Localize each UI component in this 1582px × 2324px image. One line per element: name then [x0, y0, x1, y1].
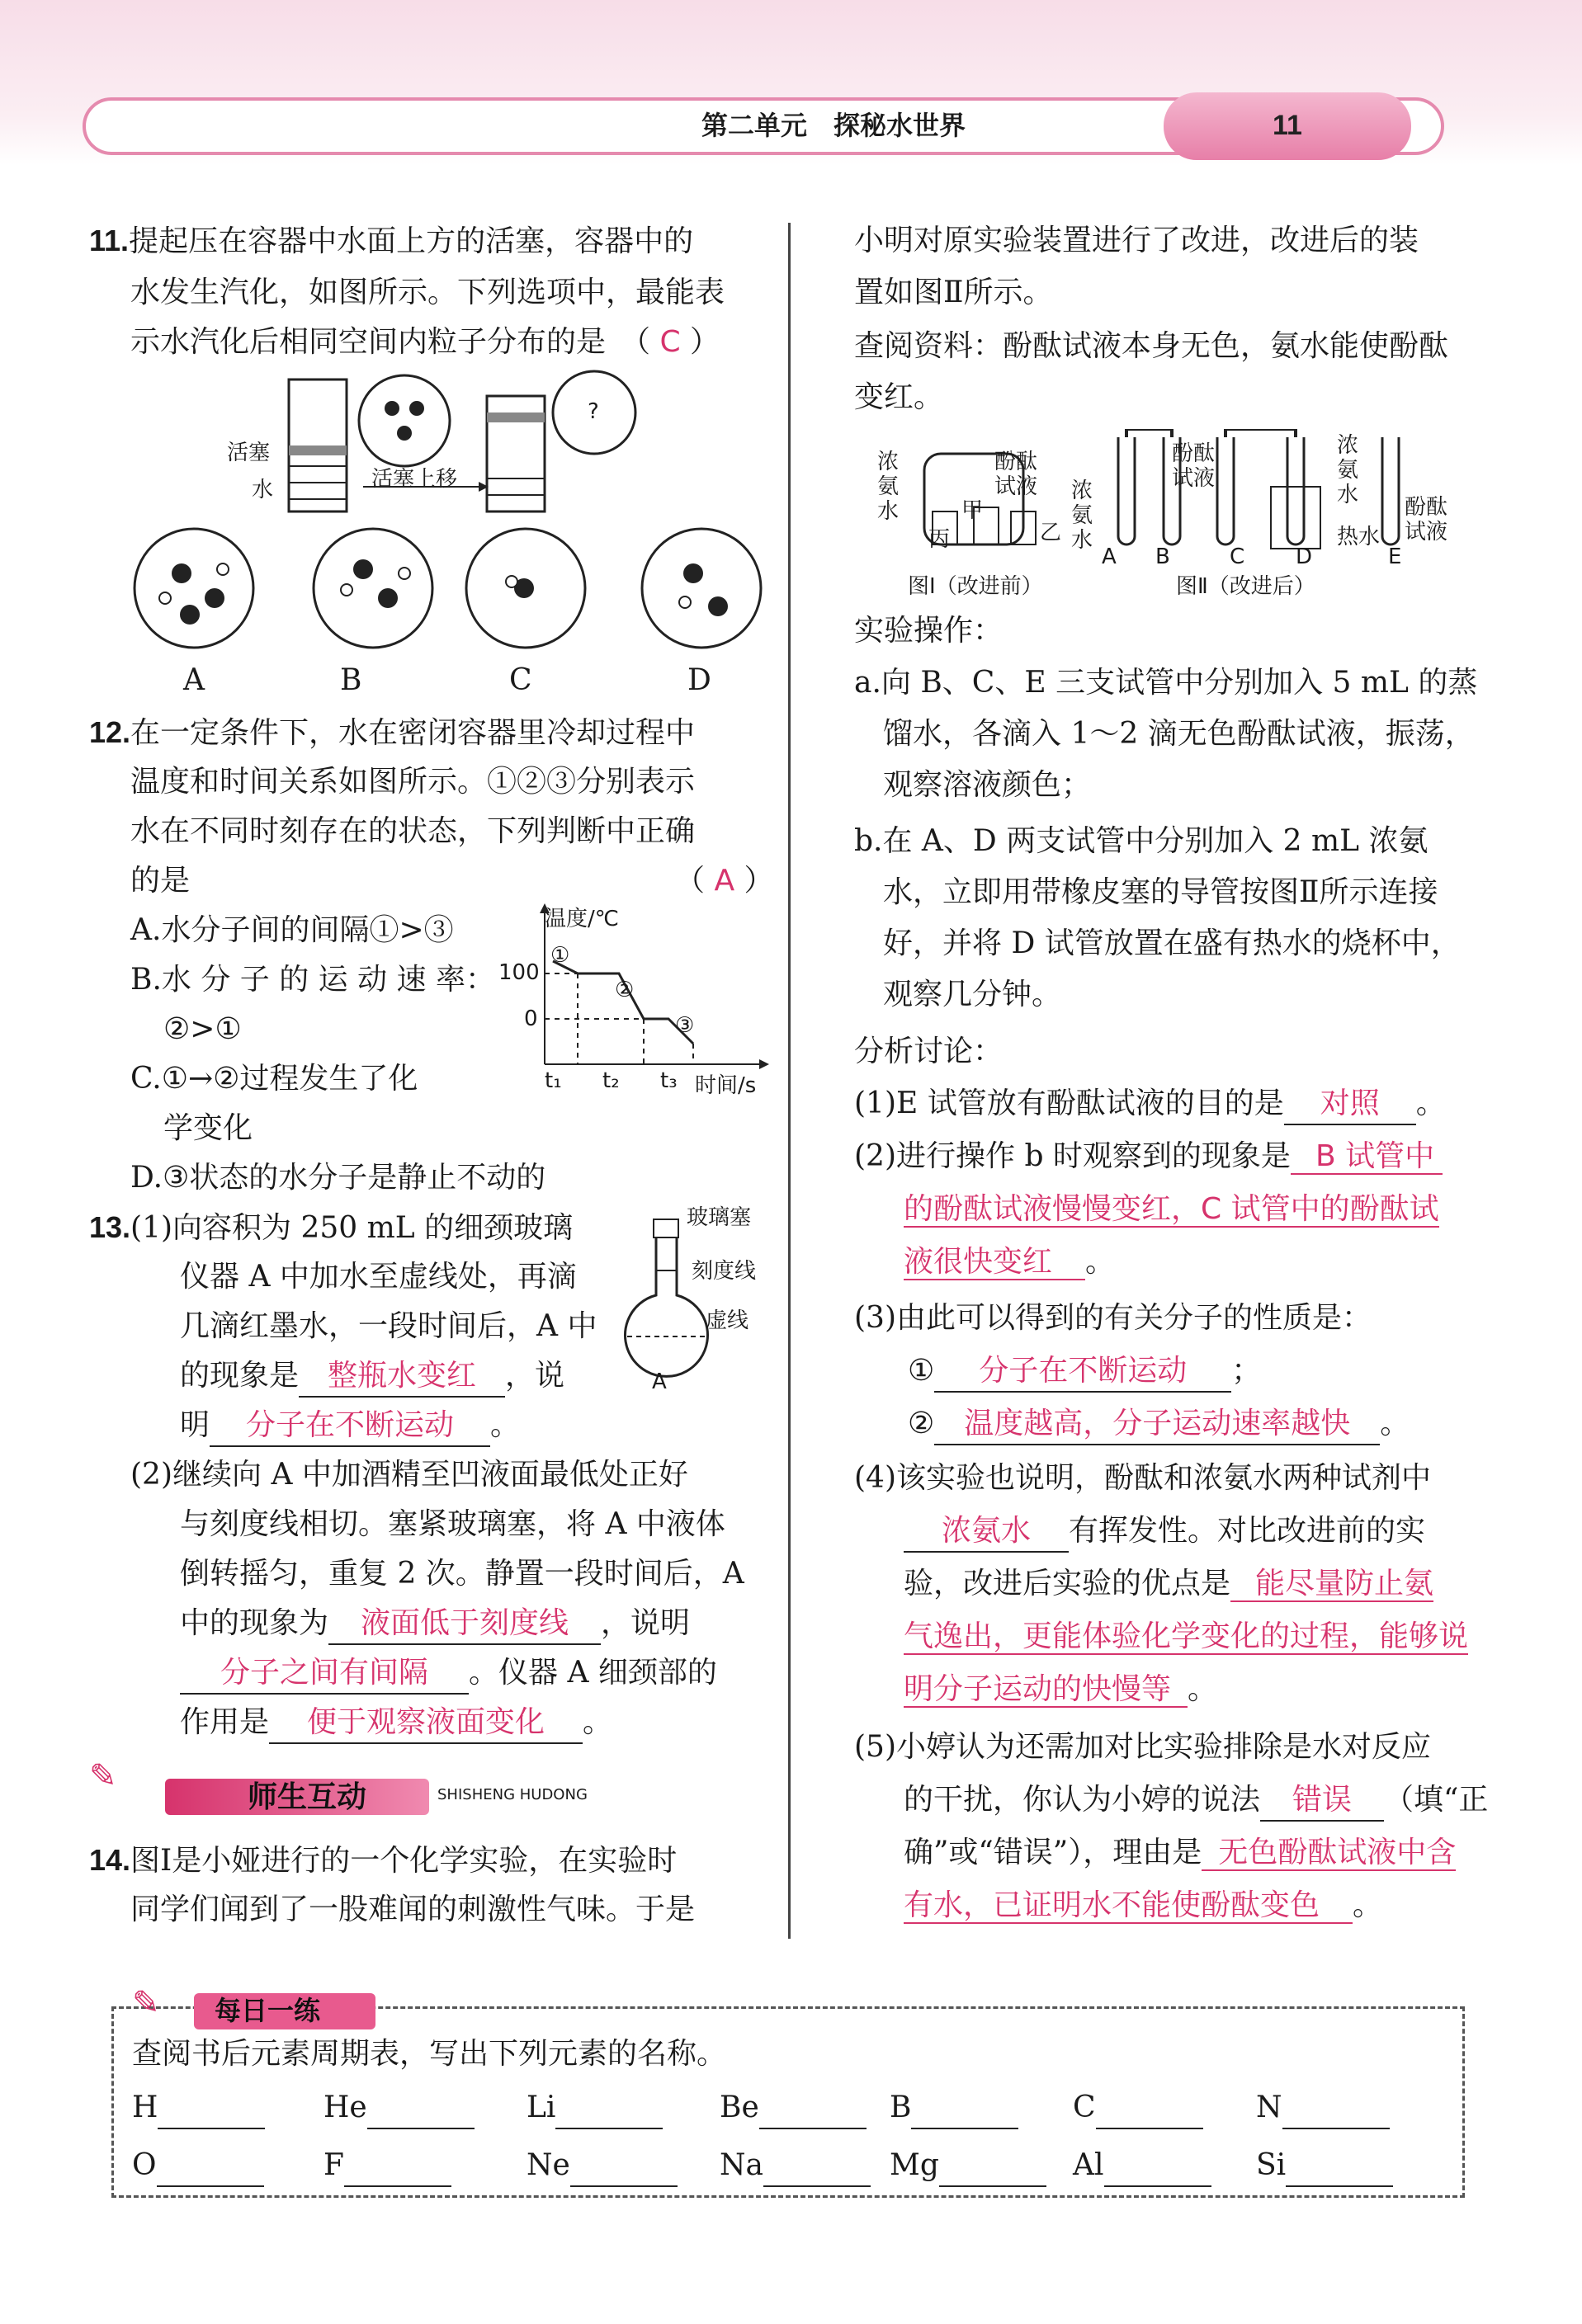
element-blank[interactable]	[1104, 2146, 1211, 2187]
element-ne: Ne	[527, 2141, 678, 2190]
q14-r1: 小明对原实验装置进行了改进，改进后的装	[854, 224, 1419, 257]
element-blank[interactable]	[158, 2088, 265, 2129]
q12-line1: 12.在一定条件下，水在密闭容器里冷却过程中	[89, 715, 696, 750]
q12-option-b2: ②>①	[163, 1012, 242, 1046]
q14-s2-answer1: B 试管中	[1291, 1139, 1443, 1175]
q13-line3: 几滴红墨水，一段时间后，A 中	[180, 1309, 597, 1343]
q14-r4: 变红。	[854, 380, 944, 414]
q13-line2: 仪器 A 中加水至虚线处，再滴	[180, 1260, 577, 1294]
fig2-nh3-a: 浓氨水	[1071, 478, 1093, 553]
q14-s4-line2: 浓氨水 有挥发性。对比改进前的实	[904, 1506, 1425, 1556]
q12-line4: 的是	[130, 864, 191, 898]
q12-line3: 水在不同时刻存在的状态，下列判断中正确	[130, 814, 696, 848]
element-f: F	[323, 2141, 451, 2190]
q12-option-c2: 学变化	[163, 1111, 253, 1145]
fig2-hot: 热水	[1337, 525, 1381, 549]
q13-answer3: 液面低于刻度线	[328, 1604, 601, 1645]
q11-option-b: B	[340, 663, 362, 697]
element-n: N	[1256, 2083, 1390, 2133]
element-blank[interactable]	[157, 2146, 264, 2187]
q13-answer4: 分子之间有间隔	[180, 1653, 469, 1695]
q14-a2: 馏水，各滴入 1～2 滴无色酚酞试液，振荡，	[883, 717, 1475, 751]
element-b: B	[890, 2083, 1018, 2133]
q12-option-d: D.③状态的水分子是静止不动的	[130, 1161, 546, 1195]
element-blank[interactable]	[555, 2088, 663, 2129]
q14-s4-answer2a: 能尽量防止氨	[1230, 1567, 1433, 1602]
q14-s4-answer2b: 气逸出，更能体验化学变化的过程，能够说	[904, 1619, 1469, 1653]
fig2-caption: 图Ⅱ（改进后）	[1176, 574, 1315, 599]
q11-line3: 示水汽化后相同空间内粒子分布的是 （ C ）	[130, 325, 720, 359]
q12-chart-point2: ②	[615, 978, 635, 1002]
element-blank[interactable]	[1096, 2088, 1203, 2129]
q11-option-d: D	[687, 663, 711, 697]
q12-chart-y0: 0	[524, 1006, 538, 1031]
q13-fig-label: A	[652, 1369, 667, 1394]
q14-s4-answer2c: 明分子运动的快慢等	[904, 1672, 1188, 1708]
element-o: O	[132, 2141, 264, 2190]
q14-s1: (1)E 试管放有酚酞试液的目的是 对照 。	[854, 1079, 1446, 1129]
q12-chart-y100: 100	[498, 960, 540, 985]
element-mg: Mg	[890, 2141, 1046, 2190]
element-blank[interactable]	[759, 2088, 867, 2129]
q14-op: 实验操作：	[854, 614, 1004, 648]
q14-line1: 14.图Ⅰ是小娅进行的一个化学实验，在实验时	[89, 1843, 678, 1878]
q14-s3-answer2: 温度越高，分子运动速率越快	[934, 1404, 1380, 1445]
element-blank[interactable]	[763, 2146, 871, 2187]
q14-b4: 观察几分钟。	[883, 978, 1062, 1011]
q13-line9: 中的现象为 液面低于刻度线 ，说明	[180, 1599, 690, 1648]
q14-s5-answer2b: 有水，已证明水不能使酚酞变色	[904, 1888, 1353, 1924]
fig1-jia: 甲	[961, 498, 984, 523]
q14-s3-line2: ① 分子在不断运动 ；	[908, 1346, 1261, 1396]
q14-s5-line3: 确”或“错误”），理由是 无色酚酞试液中含	[904, 1836, 1457, 1869]
q14-r3: 查阅资料：酚酞试液本身无色，氨水能使酚酞	[854, 329, 1449, 363]
q14-s4-line4	[904, 1612, 1468, 1662]
element-blank[interactable]	[344, 2146, 451, 2187]
q12-chart-ylabel: 温度/℃	[545, 907, 619, 931]
fig2-C: C	[1230, 544, 1245, 569]
element-blank[interactable]	[939, 2146, 1046, 2187]
element-h: H	[132, 2083, 265, 2133]
element-blank[interactable]	[1282, 2088, 1390, 2129]
q12-chart-point3: ③	[675, 1013, 695, 1038]
q14-b1: b.在 A、D 两支试管中分别加入 2 mL 浓氨	[854, 824, 1429, 858]
q13-line4: 的现象是 整瓶水变红 ，说	[180, 1351, 564, 1401]
q14-s4: (4)该实验也说明，酚酞和浓氨水两种试剂中	[854, 1461, 1431, 1495]
fig1-nh3: 浓氨水	[877, 450, 900, 524]
q13-fig-stopper: 玻璃塞	[687, 1205, 752, 1230]
column-divider	[788, 223, 791, 1939]
pen-icon: ✎	[89, 1757, 117, 1795]
fig2-A: A	[1102, 544, 1117, 569]
q14-s5-answer1: 错误	[1260, 1780, 1384, 1822]
fig1-bing: 丙	[928, 527, 951, 552]
fig1-yi: 乙	[1040, 521, 1062, 545]
q14-s3: (3)由此可以得到的有关分子的性质是：	[854, 1301, 1372, 1335]
q12-option-c1: C.①→②过程发生了化	[130, 1062, 418, 1096]
q11-line1: 11.提起压在容器中水面上方的活塞，容器中的	[89, 224, 694, 258]
q13-answer2: 分子在不断运动	[210, 1406, 490, 1447]
q14-s4-line3: 验，改进后实验的优点是 能尽量防止氨	[904, 1567, 1434, 1600]
daily-title: 每日一练	[215, 1996, 321, 2025]
q14-s4-line5: 明分子运动的快慢等 。	[904, 1672, 1218, 1706]
fig1-caption: 图Ⅰ（改进前）	[908, 574, 1043, 599]
q14-s5-line4: 有水，已证明水不能使酚酞变色 。	[904, 1888, 1383, 1922]
q13-answer1: 整瓶水变红	[299, 1356, 505, 1398]
q14-s3-line3: ② 温度越高，分子运动速率越快 。	[908, 1399, 1410, 1449]
q14-b3: 好，并将 D 试管放置在盛有热水的烧杯中，	[883, 926, 1461, 960]
q12-answer: A	[714, 864, 735, 898]
page-number: 11	[1273, 110, 1302, 141]
fig2-phen-e: 酚酞试液	[1405, 495, 1448, 544]
element-be: Be	[720, 2083, 867, 2133]
q14-s1-answer: 对照	[1284, 1084, 1416, 1125]
q12-option-b1: B.水 分 子 的 运 动 速 率：	[130, 963, 496, 997]
element-blank[interactable]	[570, 2146, 678, 2187]
fig2-D: D	[1296, 544, 1313, 569]
q11-piston-label: 活塞	[227, 441, 271, 465]
element-blank[interactable]	[367, 2088, 475, 2129]
q11-option-c: C	[509, 663, 532, 697]
q14-s5-answer2a: 无色酚酞试液中含	[1202, 1836, 1456, 1871]
q11-options-figure	[124, 524, 776, 656]
pen-icon-2: ✎	[132, 1984, 160, 2022]
q14-s5-line2: 的干扰，你认为小婷的说法 错误 （填“正	[904, 1775, 1488, 1825]
q12-option-a: A.水分子间的间隔①>③	[130, 913, 454, 947]
fig1-phen: 酚酞试液	[994, 450, 1038, 499]
q11-figure	[215, 363, 644, 528]
element-li: Li	[527, 2083, 663, 2133]
element-blank[interactable]	[911, 2088, 1018, 2129]
q13-line5: 明 分子在不断运动 。	[180, 1401, 520, 1450]
fig2-B: B	[1155, 544, 1170, 569]
q12-chart-xlabel: 时间/s	[695, 1073, 757, 1098]
q12-chart-t3: t₃	[660, 1068, 678, 1093]
q14-r2: 置如图Ⅱ所示。	[854, 276, 1053, 309]
fig2-E: E	[1388, 544, 1402, 569]
q13-line10: 分子之间有间隔 。仪器 A 细颈部的	[180, 1648, 717, 1698]
q11-line2: 水发生汽化，如图所示。下列选项中，最能表	[130, 276, 725, 309]
q14-s2-answer2: 的酚酞试液慢慢变红，C 试管中的酚酞试	[904, 1192, 1439, 1226]
section-pinyin: SHISHENG HUDONG	[437, 1786, 588, 1803]
q12-chart-t1: t₁	[545, 1068, 562, 1093]
section-title: 师生互动	[248, 1780, 367, 1813]
q11-question-mark: ?	[588, 399, 599, 424]
q13-line8: 倒转摇匀，重复 2 次。静置一段时间后，A	[180, 1557, 744, 1591]
q12-answer-slot: （ A ）	[675, 864, 774, 898]
element-al: Al	[1073, 2141, 1211, 2190]
q13-line11: 作用是 便于观察液面变化 。	[180, 1698, 612, 1747]
q13-answer5: 便于观察液面变化	[269, 1703, 583, 1744]
q11-move-label: 活塞上移	[371, 467, 458, 492]
daily-prompt: 查阅书后元素周期表，写出下列元素的名称。	[132, 2037, 727, 2071]
fig2-nh3-d: 浓氨水	[1337, 433, 1359, 507]
element-blank[interactable]	[1286, 2146, 1393, 2187]
q13-line6: (2)继续向 A 中加酒精至凹液面最低处正好	[130, 1458, 688, 1492]
q13-flask-figure	[611, 1213, 726, 1386]
q14-line2: 同学们闻到了一股难闻的刺激性气味。于是	[130, 1893, 696, 1926]
q14-s2: (2)进行操作 b 时观察到的现象是 B 试管中	[854, 1132, 1443, 1181]
q14-s4-answer1: 浓氨水	[904, 1511, 1069, 1553]
q12-chart-t2: t₂	[602, 1068, 620, 1093]
q13-fig-dash: 虚线	[706, 1308, 749, 1333]
q11-option-a: A	[183, 663, 205, 697]
unit-title: 第二单元 探秘水世界	[701, 111, 966, 140]
element-he: He	[323, 2083, 475, 2133]
fig2-phen: 酚酞试液	[1172, 441, 1216, 491]
q13-fig-scale: 刻度线	[692, 1259, 757, 1284]
element-c: C	[1073, 2083, 1203, 2133]
element-si: Si	[1256, 2141, 1393, 2190]
q14-s2-line3: 液很快变红 。	[904, 1245, 1116, 1279]
q12-chart-point1: ①	[550, 943, 570, 968]
q13-line1: 13.(1)向容积为 250 mL 的细颈玻璃	[89, 1210, 574, 1245]
q14-s2-line2	[904, 1185, 1439, 1234]
q14-b2: 水，立即用带橡皮塞的导管按图Ⅱ所示连接	[883, 875, 1438, 909]
q12-line2: 温度和时间关系如图所示。①②③分别表示	[130, 765, 696, 799]
q14-a3: 观察溶液颜色；	[883, 768, 1092, 802]
q14-s2-answer3: 液很快变红	[904, 1245, 1085, 1280]
q14-s3-answer1: 分子在不断运动	[934, 1351, 1231, 1393]
q11-answer: C	[659, 325, 681, 359]
q11-water-label: 水	[252, 478, 274, 502]
q13-line7: 与刻度线相切。塞紧玻璃塞，将 A 中液体	[180, 1507, 725, 1541]
q14-s5: (5)小婷认为还需加对比实验排除是水对反应	[854, 1730, 1431, 1764]
element-na: Na	[720, 2141, 871, 2190]
q14-an: 分析讨论：	[854, 1035, 1004, 1068]
q14-a1: a.向 B、C、E 三支试管中分别加入 5 mL 的蒸	[854, 666, 1478, 700]
